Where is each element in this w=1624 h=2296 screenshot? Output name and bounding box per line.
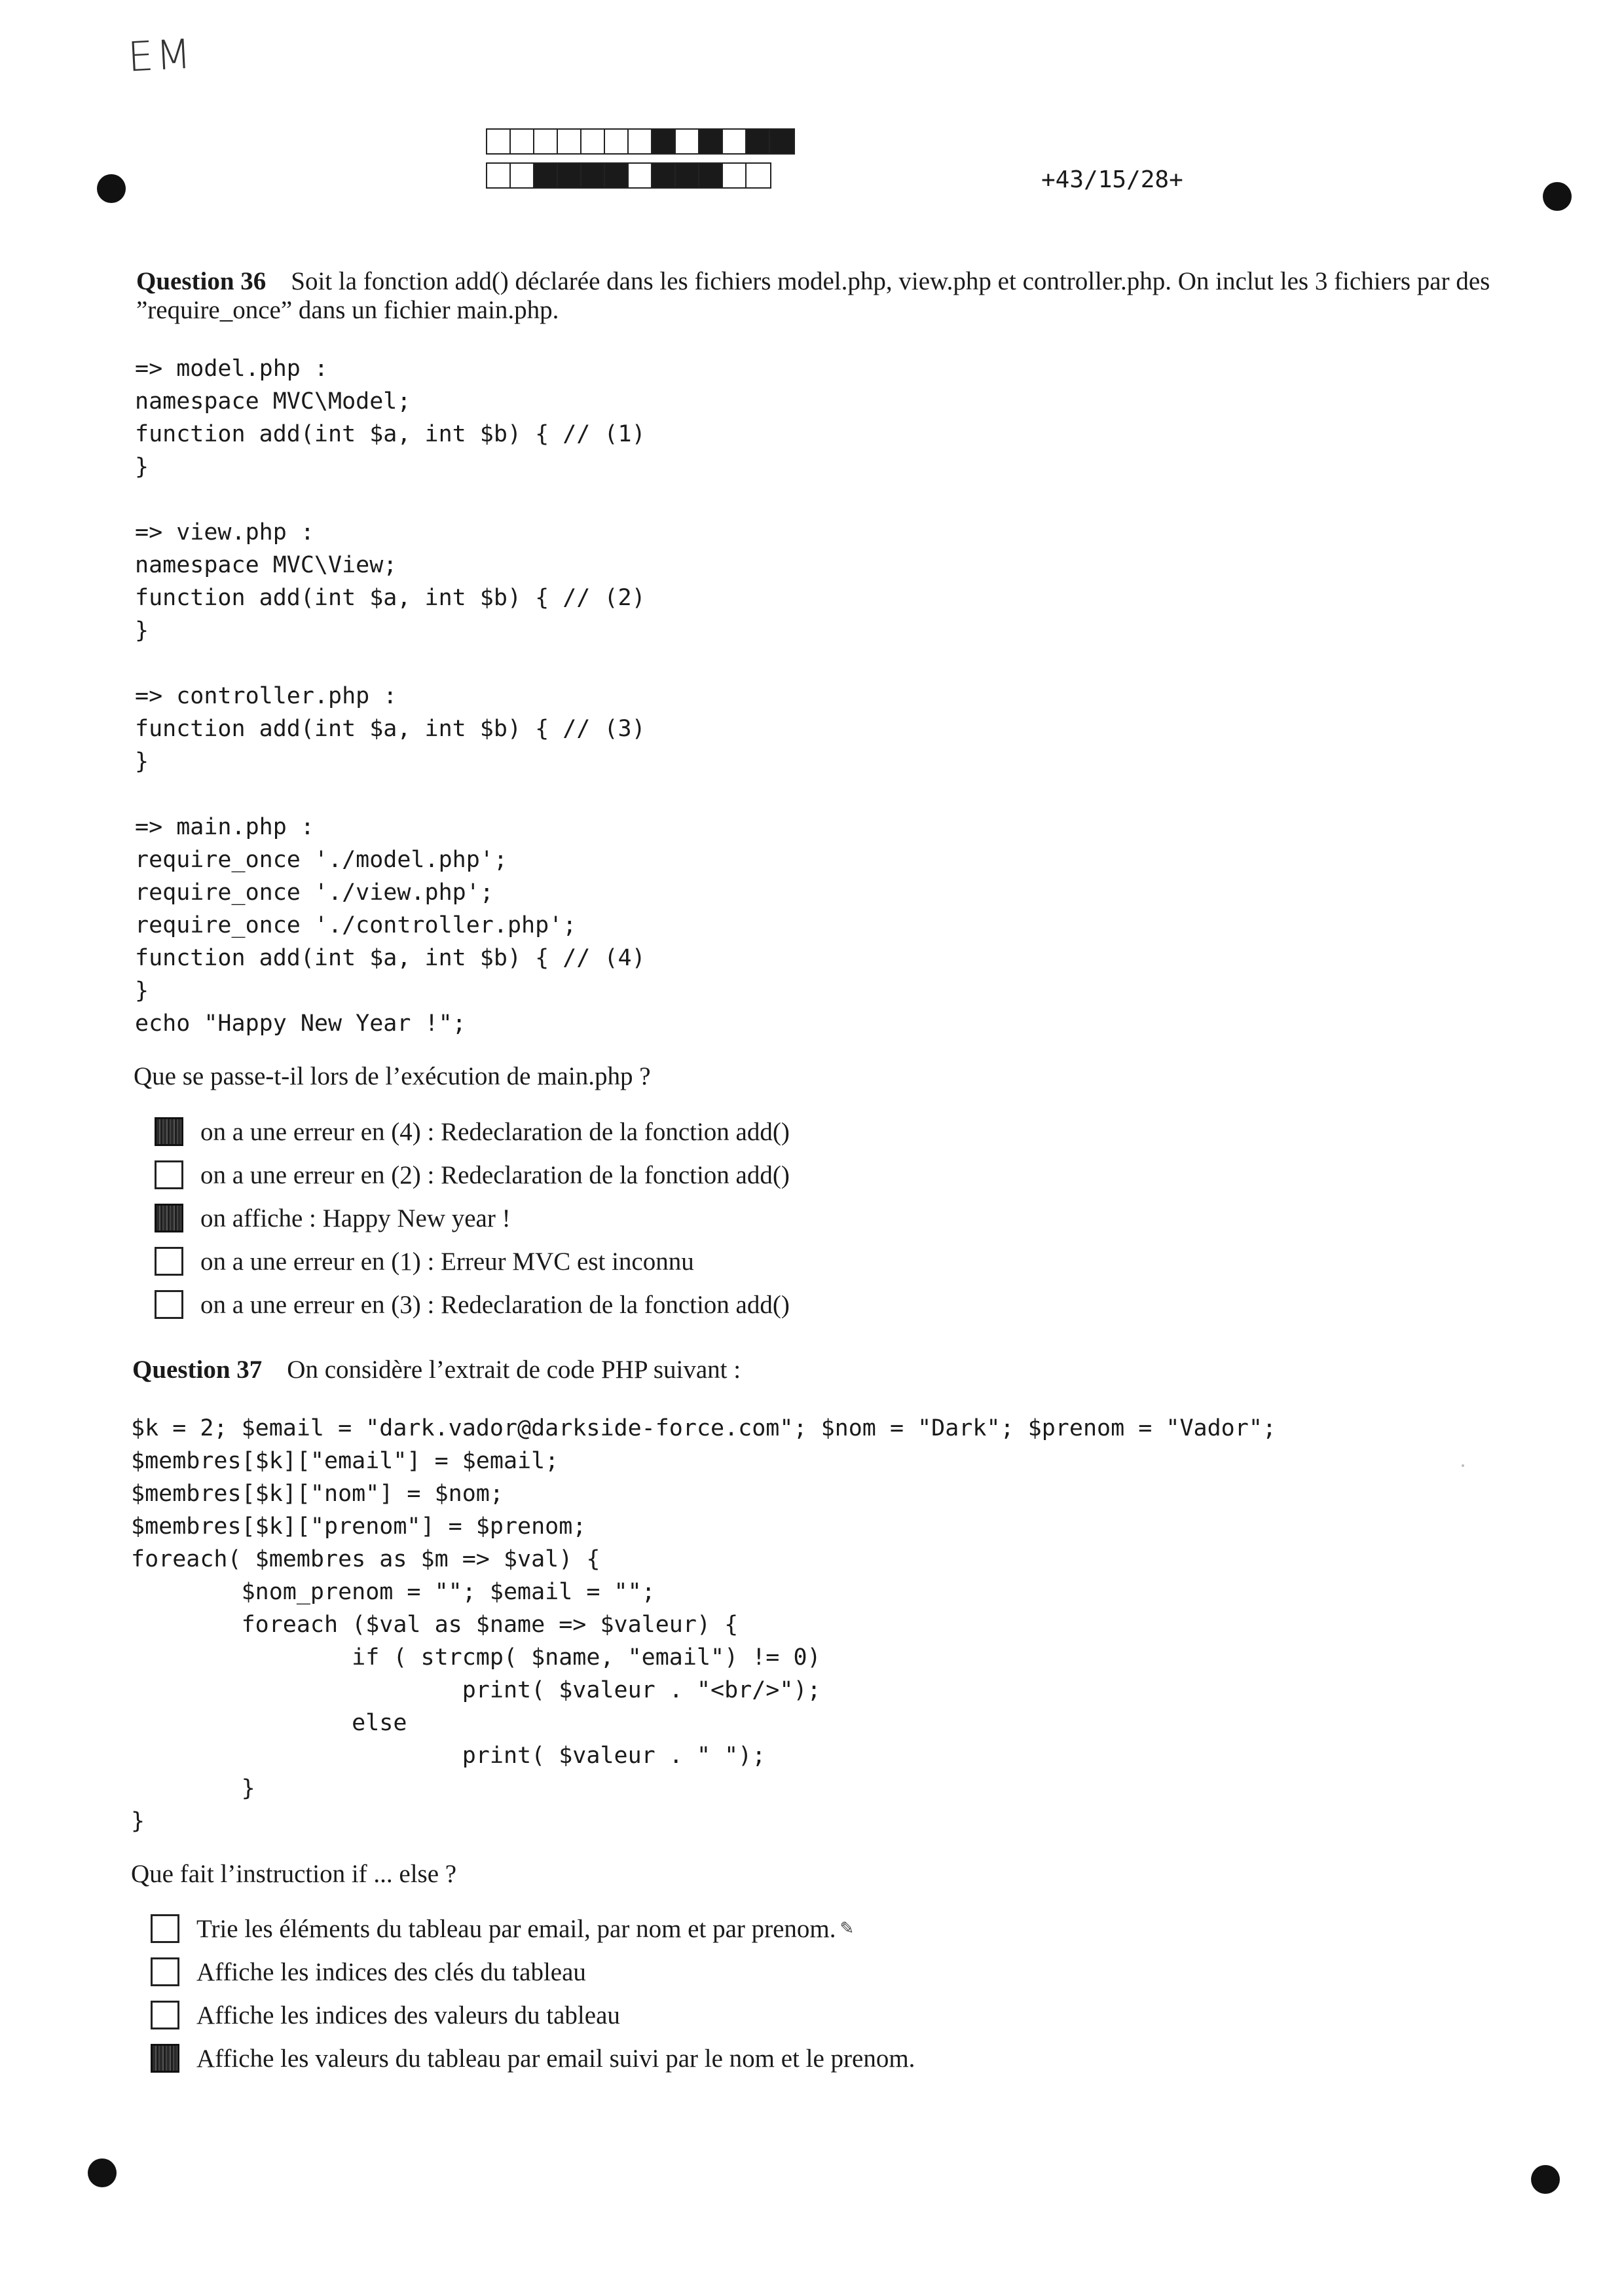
question-36-header (136, 267, 1551, 325)
page-id: +43/15/28+ (1041, 166, 1183, 193)
barcode-cell (511, 130, 534, 153)
question-36-code: => model.php : namespace MVC\Model; function add(int $a, int $b) { // (1) } => view.php : namespace MVC\View; function add(int $a, int $b) { // (2) } => controller.php : function add(int $a, int $b) { // (3) } => main.php : require_once './model.php'; require_once './view.php'; require_once './controller.php'; function add(int $a, int $b) { // (4) } echo "Happy New Year !"; (135, 356, 646, 1037)
question-36-options (155, 1110, 790, 1326)
barcode-cell (629, 164, 652, 187)
answer-option[interactable] (151, 1907, 915, 1950)
scan-speck (1462, 1464, 1464, 1467)
registration-mark-bottom-left (88, 2158, 117, 2187)
checkbox-checked[interactable] (155, 1117, 183, 1146)
barcode-cell (534, 130, 558, 153)
barcode-cell (487, 130, 511, 153)
barcode-cell (581, 130, 605, 153)
answer-option-label: Affiche les indices des valeurs du tableau (196, 2001, 620, 2029)
checkbox-checked[interactable] (151, 2044, 179, 2073)
question-36-prompt: Que se passe-t-il lors de l’exécution de main.php ? (134, 1062, 651, 1090)
barcode-row-1 (486, 128, 795, 155)
registration-mark-top-left (97, 174, 126, 203)
barcode-cell (652, 164, 676, 187)
answer-option-label: Affiche les indices des clés du tableau (196, 1957, 586, 1986)
checkbox[interactable] (151, 1914, 179, 1943)
answer-option-label: on a une erreur en (3) : Redeclaration de la fonction add() (200, 1290, 790, 1319)
barcode-cell (676, 130, 699, 153)
barcode-cell (487, 164, 511, 187)
answer-option-label: on a une erreur en (1) : Erreur MVC est inconnu (200, 1247, 694, 1276)
answer-option[interactable] (155, 1240, 790, 1283)
answer-option[interactable] (151, 1950, 915, 1993)
barcode-cell (605, 164, 629, 187)
answer-option[interactable] (155, 1196, 790, 1240)
answer-option[interactable] (151, 2037, 915, 2080)
registration-mark-bottom-right (1531, 2165, 1560, 2194)
barcode-cell (558, 130, 581, 153)
barcode-cell (723, 130, 747, 153)
answer-option-label: on a une erreur en (4) : Redeclaration de la fonction add() (200, 1117, 790, 1146)
checkbox[interactable] (151, 1957, 179, 1986)
checkbox[interactable] (151, 2001, 179, 2029)
answer-option[interactable] (155, 1153, 790, 1196)
question-36-text: Soit la fonction add() déclarée dans les fichiers model.php, view.php et controller.php. On inclut les 3 fichiers par des ”require_once” dans un fichier main.php. (136, 267, 1490, 324)
barcode-cell (723, 164, 747, 187)
checkbox[interactable] (155, 1247, 183, 1276)
barcode-cell (747, 130, 770, 153)
registration-mark-top-right (1543, 182, 1572, 211)
question-36-label: Question 36 (136, 267, 267, 295)
answer-option[interactable] (151, 1993, 915, 2037)
handwritten-initials: EM (126, 29, 195, 81)
barcode-cell (605, 130, 629, 153)
barcode-cell (652, 130, 676, 153)
question-37-options (151, 1907, 915, 2080)
barcode-cell (558, 164, 581, 187)
checkbox[interactable] (155, 1160, 183, 1189)
question-37-prompt: Que fait l’instruction if ... else ? (131, 1860, 457, 1888)
barcode-cell (699, 164, 723, 187)
barcode-cell (534, 164, 558, 187)
answer-option-label: on a une erreur en (2) : Redeclaration de la fonction add() (200, 1160, 790, 1189)
barcode-cell (581, 164, 605, 187)
question-37-header (132, 1356, 1547, 1384)
barcode-cell (699, 130, 723, 153)
answer-option-label: on affiche : Happy New year ! (200, 1204, 511, 1232)
barcode-cell (676, 164, 699, 187)
question-37-label: Question 37 (132, 1356, 263, 1384)
answer-option-label: Trie les éléments du tableau par email, par nom et par prenom. (196, 1914, 836, 1943)
question-37-code: $k = 2; $email = "dark.vador@darkside-force.com"; $nom = "Dark"; $prenom = "Vador"; $membres[$k]["email"] = $email; $membres[$k]["nom"] = $nom; $membres[$k]["prenom"] = $prenom; foreach( $membres as $m => $val) { $nom_prenom = ""; $email = ""; foreach ($val as $name => $valeur) { if ( strcmp( $name, "email") != 0) print( $valeur . "<br/>"); else print( $valeur . " "); } } (131, 1415, 1276, 1834)
barcode-cell (747, 164, 770, 187)
answer-option-label: Affiche les valeurs du tableau par email suivi par le nom et le prenom. (196, 2044, 915, 2073)
barcode-cell (770, 130, 794, 153)
barcode-cell (629, 130, 652, 153)
barcode-cell (511, 164, 534, 187)
barcode-row-2 (486, 162, 771, 189)
pen-mark-icon: ✎ (840, 1919, 855, 1938)
checkbox-checked[interactable] (155, 1204, 183, 1232)
checkbox[interactable] (155, 1290, 183, 1319)
question-37-text: On considère l’extrait de code PHP suivant : (287, 1356, 741, 1384)
answer-option[interactable] (155, 1110, 790, 1153)
answer-option[interactable] (155, 1283, 790, 1326)
